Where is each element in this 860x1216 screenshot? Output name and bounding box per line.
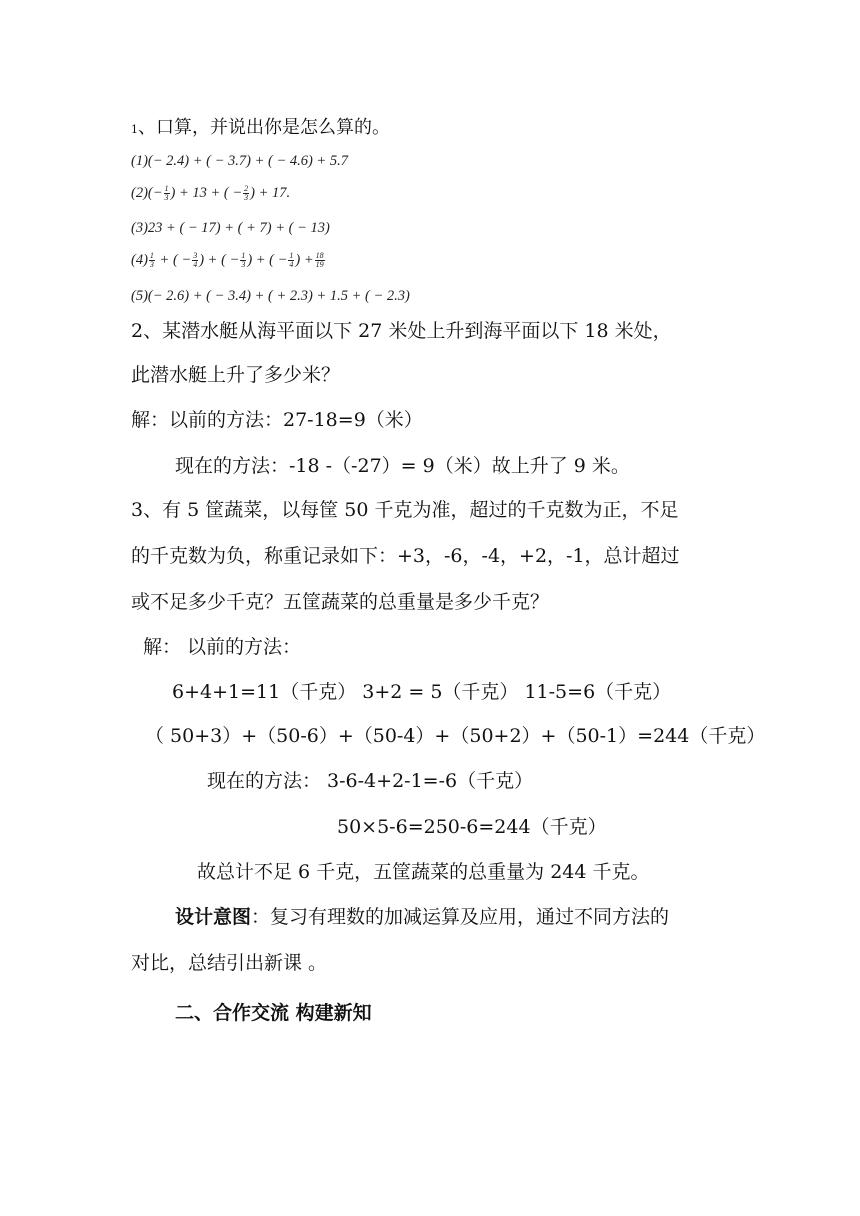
design-intent-line-1 xyxy=(175,905,669,929)
question-3-line-3: 或不足多少千克？五筐蔬菜的总重量是多少千克？ xyxy=(131,591,550,613)
formula-1: (1)(− 2.4) + ( − 3.7) + ( − 4.6) + 5.7 xyxy=(131,153,348,169)
question-1-text: 、口算，并说出你是怎么算的。 xyxy=(138,117,390,138)
section-2-title: 二、合作交流 构建新知 xyxy=(175,1002,372,1024)
question-3-conclusion: 故总计不足 6 千克，五筐蔬菜的总重量为 244 千克。 xyxy=(197,861,650,883)
fraction: $\frac{1}{3}$ xyxy=(149,251,154,270)
formula-4: (4) $\frac{1}{3}$ + ( − $\frac{3}{4}$ ) + ( − $\frac{1}{3}$ ) + ( − $\frac{1}{4}$ ) + $\frac{18}{19}$ xyxy=(131,251,324,270)
question-3-solution-line-d: 50×5-6=250-6=244（千克） xyxy=(337,816,607,838)
fraction: $\frac{3}{4}$ xyxy=(193,251,198,270)
question-1-number: 1 xyxy=(131,123,138,136)
design-intent-text: ：复习有理数的加减运算及应用，通过不同方法的 xyxy=(251,906,670,928)
question-1-heading xyxy=(131,116,390,142)
question-2-line-1: 2、某潜水艇从海平面以下 27 米处上升到海平面以下 18 米处， xyxy=(131,320,672,342)
fraction: $\frac{18}{19}$ xyxy=(315,251,324,270)
design-intent-label: 设计意图 xyxy=(175,906,252,928)
fraction: $\frac{1}{3}$ xyxy=(164,184,169,203)
question-3-solution-heading: 解： 以前的方法： xyxy=(143,636,302,658)
fraction: $\frac{1}{3}$ xyxy=(241,251,246,270)
design-intent-line-2: 对比，总结引出新课 。 xyxy=(131,952,328,974)
question-2-solution-old: 解：以前的方法：27-18=9（米） xyxy=(131,409,423,431)
question-3-solution-line-b: （ 50+3）+（50-6）+（50-4）+（50+2）+（50-1）=244（千克） xyxy=(145,725,766,747)
formula-5: (5)(− 2.6) + ( − 3.4) + ( + 2.3) + 1.5 + ( − 2.3) xyxy=(131,288,410,304)
question-3-solution-line-a: 6+4+1=11（千克） 3+2 = 5（千克） 11-5=6（千克） xyxy=(172,681,672,703)
question-2-solution-new: 现在的方法：-18 -（-27）= 9（米）故上升了 9 米。 xyxy=(175,455,630,477)
question-3-line-2: 的千克数为负，称重记录如下：+3，-6，-4，+2，-1，总计超过 xyxy=(131,545,680,567)
fraction: $\frac{2}{3}$ xyxy=(244,184,249,203)
formula-3: (3)23 + ( − 17) + ( + 7) + ( − 13) xyxy=(131,220,330,236)
fraction: $\frac{1}{4}$ xyxy=(289,251,294,270)
question-3-line-1: 3、有 5 筐蔬菜，以每筐 50 千克为准，超过的千克数为正，不足 xyxy=(131,499,679,521)
formula-2: (2)(− $\frac{1}{3}$ ) + 13 + ( − $\frac{2}{3}$ ) + 17. xyxy=(131,184,291,203)
question-3-solution-line-c: 现在的方法： 3-6-4+2-1=-6（千克） xyxy=(207,770,534,792)
question-2-line-2: 此潜水艇上升了多少米？ xyxy=(131,364,341,386)
